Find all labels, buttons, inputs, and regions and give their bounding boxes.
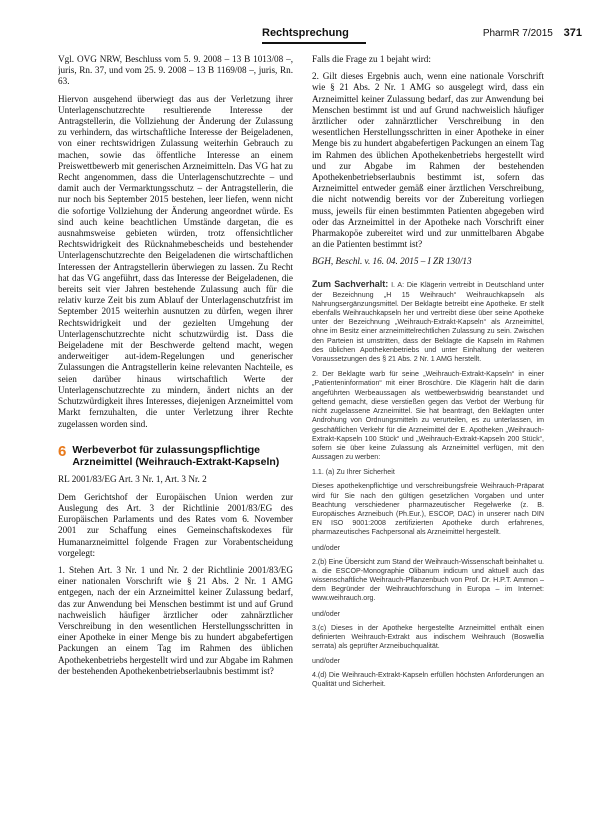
facts-label: Zum Sachverhalt: (312, 279, 389, 290)
item-2-text: 2.(b) Eine Übersicht zum Stand der Weihrauch-Wissenschaft beinhaltet u. a. die ESCOP-Monographie Olibanum indicum und aktuell auch das wissenschaftliche Weihrauch-Pflanzenbuch von Prof. Dr. H.P.T. Ammon – dem Begründer der Weihrauchforschung in Europa – im Internet: www.weihrauch.org. (312, 557, 544, 603)
item-separator-3: und/oder (312, 657, 341, 666)
decision-heading (58, 444, 293, 468)
decision-title: Werbeverbot für zulassungspflichtige Arzneimittel (Weihrauch-Extrakt-Kapseln) (72, 443, 280, 468)
facts-paragraph (312, 280, 544, 364)
decision-number: 6 (58, 442, 67, 460)
facts-text: I. A: Die Klägerin vertreibt in Deutschland unter der Bezeichnung „H 15 Weihrauch“ Weihrauchkapseln als Nahrungsergänzungsmittel. Der Beklagte betreibt eine Apotheke. Er stellt ebenfalls Weihrauchkapseln her und vertreibt diese über seine Apotheke unter der Bezeichnung „Weihrauch-Extrakt-Kapseln“ als Arzneimittel, ohne im Besitz einer arzneimittelrechtlichen Zulassung zu sein. Zwischen den Parteien ist umstritten, dass der Beklagte die Kapseln im Rahmen des üblichen Apothekenbetriebs und unter Einhaltung der weiteren Voraussetzungen des § 21 Abs. 2 Nr. 1 AMG herstellt. (312, 281, 544, 364)
item-separator-2: und/oder (312, 609, 341, 618)
legal-citation: RL 2001/83/EG Art. 3 Nr. 1, Art. 3 Nr. 2 (58, 473, 207, 484)
decision-source: BGH, Beschl. v. 16. 04. 2015 – I ZR 130/13 (312, 256, 472, 267)
headnote-intro: Dem Gerichtshof der Europäischen Union werden zur Auslegung des Art. 3 der Richtlinie 2001/83/EG des Europäischen Parlaments und des Rates vom 6. November 2001 zur Schaffung eines Gemeinschaftskodexes für Humanarzneimittel folgende Fragen zur Vorabentscheidung vorgelegt: (58, 491, 293, 558)
question-one: 1. Stehen Art. 3 Nr. 1 und Nr. 2 der Richtlinie 2001/83/EG einer nationalen Vorschrift wie § 21 Abs. 2 Nr. 1 AMG entgegen, nach der ein Arzneimittel keiner Zulassung bedarf, das zur Anwendung bei Menschen bestimmt ist und auf Grund nachweislich häufiger ärztlicher oder zahnärztlicher Verschreibung in den wesentlichen Herstellungsschritten in einer Apotheke in einer Menge bis zu hundert abgabefertigen Packungen an einem Tag im Rahmen des üblichen Apothekenbetriebs hergestellt wird und zur Abgabe im Rahmen der bestehenden Apothekenbetriebserlaubnis bestimmt ist? (58, 564, 293, 676)
page-header (18, 24, 582, 42)
item-separator-1: und/oder (312, 543, 341, 552)
item-4-text: 4.(d) Die Weihrauch-Extrakt-Kapseln erfüllen höchsten Anforderungen an Qualität und Sicherheit. (312, 671, 544, 689)
section-heading: Rechtsprechung (262, 24, 366, 44)
conditional-intro: Falls die Frage zu 1 bejaht wird: (312, 54, 431, 64)
reference-paragraph: Vgl. OVG NRW, Beschluss vom 5. 9. 2008 – 13 B 1013/08 –, juris, Rn. 37, und vom 25. 9. 2008 – 13 B 1169/08 –, juris, Rn. 63. (58, 54, 293, 87)
item-3-text: 3.(c) Dieses in der Apotheke hergestellte Arzneimittel enthält einen definierten Weihrauch-Extrakt aus indischem Weihrauch (Boswellia serrata) als geprüfter Arzneibuchqualität. (312, 623, 544, 650)
journal-name: PharmR 7/2015 (482, 28, 553, 39)
left-column (58, 54, 293, 812)
reasoning-paragraph: Hiervon ausgehend überwiegt das aus der Verletzung ihrer Unterlagenschutzrechte resultierende Interesse der Antragstellerin, die Vollziehung der Änderung der Zulassung zu verhindern, das wirtschaftliche Interesse der Beigeladenen, von einer rechtswidrigen Zulassung weiterhin Gebrauch zu machen, sowie das öffentliche Interesse an einem Preiswettbewerb mit generischen Arzneimitteln. Das VG hat zu Recht angenommen, dass die Unterlagenschutzrechte – und damit auch der Vermarktungsschutz – der Antragstellerin, die nur noch bis September 2015 bestehen, leer liefen, wenn nicht die sofortige Vollziehung der Änderung angeordnet würde. Es sind auch keine beachtlichen Umstände dargetan, die es ausnahmsweise gebieten würden, trotz offensichtlicher Rechtswidrigkeit des Rücknahmebescheids und bestehender Unterlagenschutzrechte den Beigeladenen die wirtschaftlichen Interessen der Antragstellerin überwiegen zu lassen. Zu Recht hat das VG angeführt, dass das Interesse der Beigeladenen, die bereits seit vier Jahren bestehende Zulassung auch für die relativ kurze Zeit bis zum Ablauf der Unterlagenschutzfrist im September 2015 weiterhin ausnutzen zu dürfen, wegen ihrer Rechtswidrigkeit und der gezielten Umgehung der Unterlagenschutzrechte nicht schutzwürdig ist. Dass die Beigeladene mit der Beschwerde geltend macht, wegen anderweitiger aut-idem-Regelungen und generischer Zulassungen die Antragstellerin keine relevanten Nachteile, es seien darüber hinaus wirtschaftlich Werte der Unterlagenschutzrechte zu mindern, ändert nichts an der Schutzwürdigkeit ihres Interesses, diejenigen Arzneimittel vom Markt fernzuhalten, die unter Verletzung ihrer Rechte zugelassen worden sind. (58, 93, 293, 429)
page-number: 371 (563, 27, 582, 39)
journal-info (483, 24, 582, 42)
question-two: 2. Gilt dieses Ergebnis auch, wenn eine nationale Vorschrift wie § 21 Abs. 2 Nr. 1 AMG so ausgelegt wird, dass ein Arzneimittel keiner Zulassung bedarf, das zur Anwendung bei Menschen bestimmt ist und auf Grund nachweislich häufiger ärztlicher oder zahnärztlicher Verschreibung in den wesentlichen Herstellungsschritten in einer Apotheke in einer Menge bis zu hundert abgabefertigen Packungen an einem Tag im Rahmen des üblichen Apothekenbetriebs hergestellt wird und zur Abgabe im Rahmen der bestehenden Apothekenbetriebserlaubnis bestimmt ist, sofern das Arzneimittel entweder gemäß einer ärztlichen Verschreibung, die nicht notwendig bereits vor der Zubereitung vorliegen muss, jeweils für einen bestimmten Patienten abgegeben wird oder das Arzneimittel in der Apotheke nach Vorschrift einer Pharmakopöe zubereitet wird und zur unmittelbaren Abgabe an die Patienten bestimmt ist? (312, 71, 544, 250)
item-1-heading: 1.1. (a) Zu Ihrer Sicherheit (312, 468, 395, 477)
facts-paragraph-2: 2. Der Beklagte warb für seine „Weihrauch-Extrakt-Kapseln“ in einer „Patienteninformation“ mit einer Broschüre. Die Klägerin hält die darin angeführten Werbeaussagen als wettbewerbswidrig beanstandet und geltend gemacht, diese verstießen gegen das Verbot der Werbung für nicht zugelassene Arzneimittel. Sie hat beantragt, den Beklagten unter Androhung von Ordnungsmitteln zu verurteilen, es zu unterlassen, im geschäftlichen Verkehr für die Arzneimittel der E. Apotheken „Weihrauch-Extrakt-Kapseln 100 Stück“ und „Weihrauch-Extrakt-Kapseln 200 Stück“, sofern sie über keine Zulassung als Arzneimittel verfügen, mit den Aussagen zu werben: (312, 370, 544, 462)
right-column (312, 54, 544, 812)
item-1-text: Dieses apothekenpflichtige und verschreibungsfreie Weihrauch-Präparat wird für Sie nach den gültigen gesetzlichen Vorgaben und unter Beachtung verschiedener pharmazeutischer Regelwerke (z. B. Europäisches Arzneibuch (Ph.Eur.), ESCOP, DAC) in unserer nach DIN EN ISO 9001:2008 zertifizierten Apotheke durch erfahrenes, pharmazeutisches Fachpersonal als Arzneimittel hergestellt. (312, 482, 544, 537)
